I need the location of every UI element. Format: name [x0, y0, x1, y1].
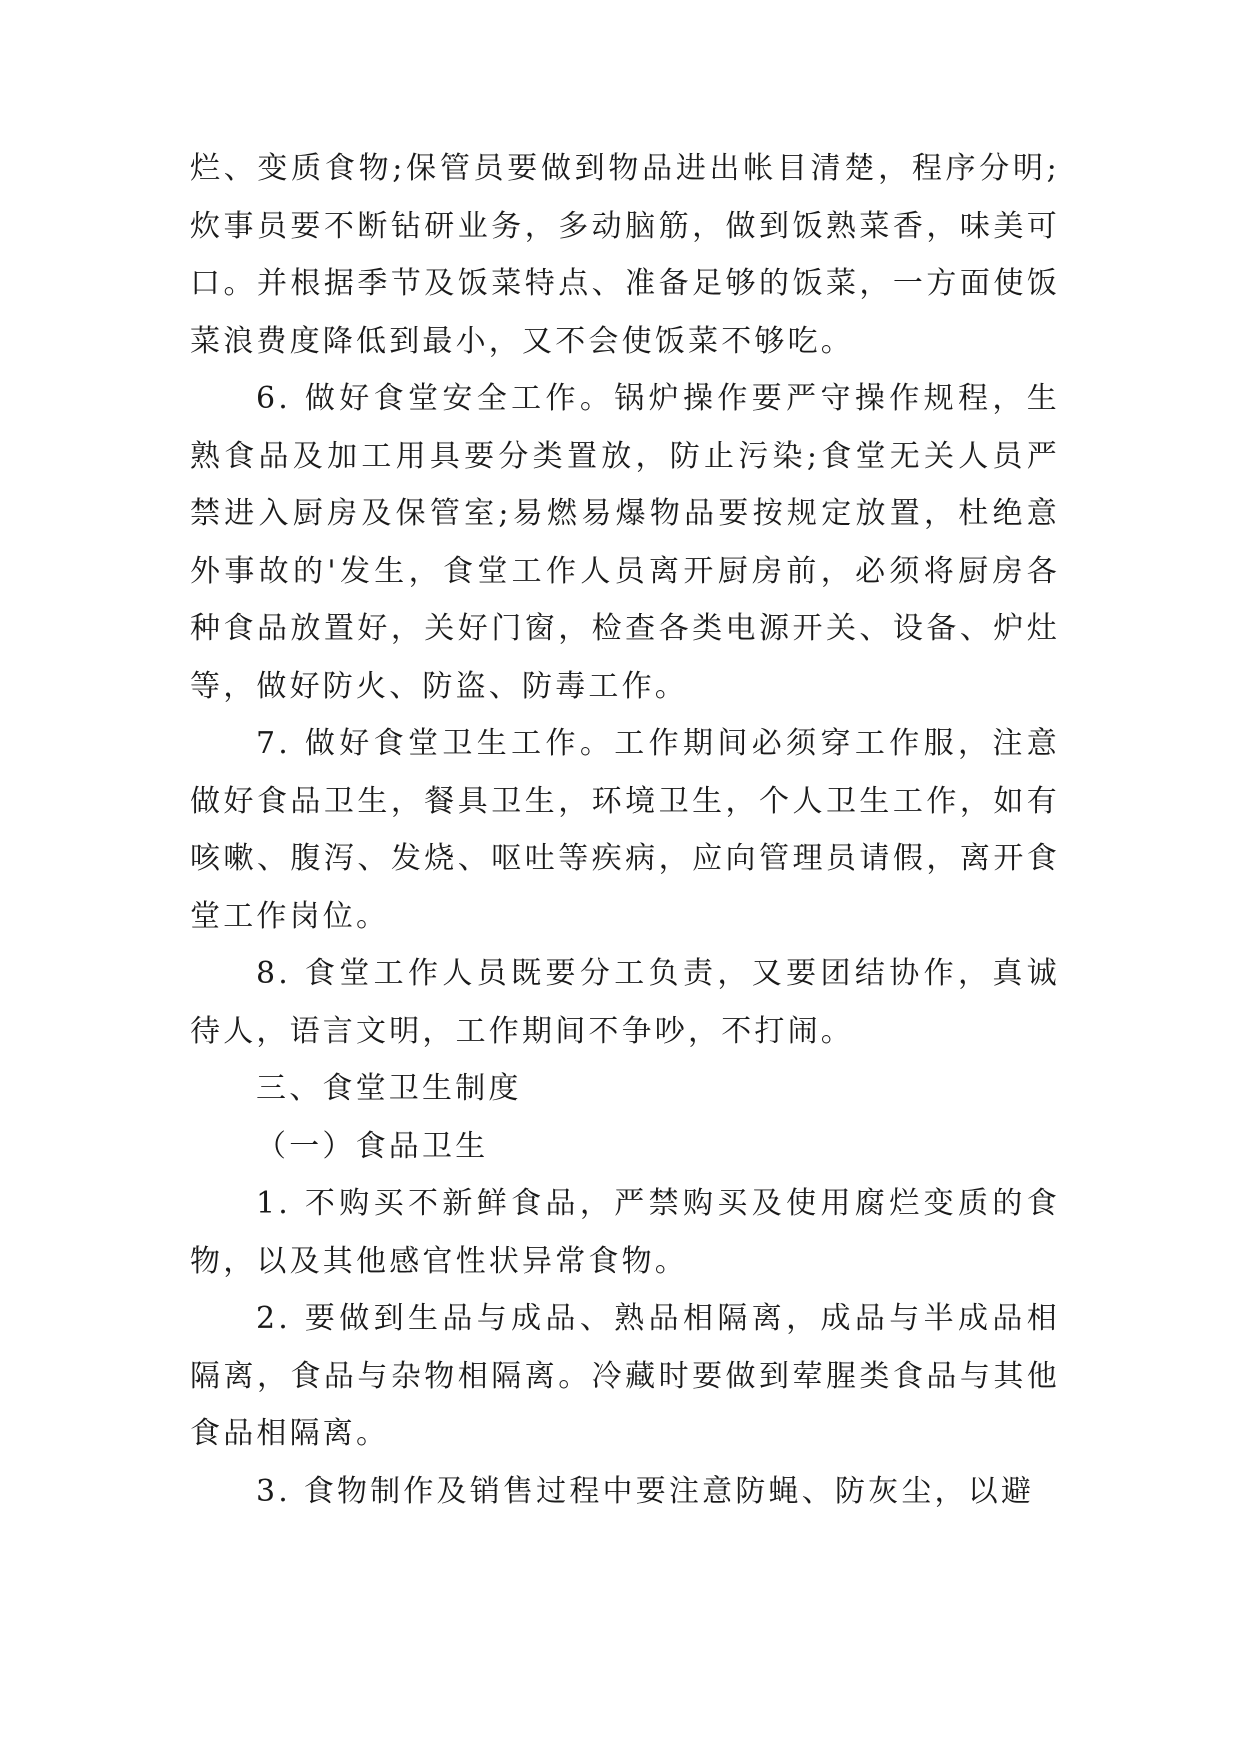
paragraph-item-8: 8. 食堂工作人员既要分工负责，又要团结协作，真诚待人，语言文明，工作期间不争吵，不打闹。: [190, 956, 1060, 1049]
hygiene-item-3: 3. 食物制作及销售过程中要注意防蝇、防灰尘，以避: [256, 1473, 1035, 1509]
document-page: [190, 140, 1060, 1520]
paragraph-item-6: 6. 做好食堂安全工作。锅炉操作要严守操作规程，生熟食品及加工用具要分类置放，防止污染;食堂无关人员严禁进入厨房及保管室;易燃易爆物品要按规定放置，杜绝意外事故的'发生，食堂工作人员离开厨房前，必须将厨房各种食品放置好，关好门窗，检查各类电源开关、设备、炉灶等，做好防火、防盗、防毒工作。: [190, 381, 1060, 704]
hygiene-item-2: 2. 要做到生品与成品、熟品相隔离，成品与半成品相隔离，食品与杂物相隔离。冷藏时要做到荤腥类食品与其他食品相隔离。: [190, 1301, 1060, 1451]
paragraph-item-7: 7. 做好食堂卫生工作。工作期间必须穿工作服，注意做好食品卫生，餐具卫生，环境卫生，个人卫生工作，如有咳嗽、腹泻、发烧、呕吐等疾病，应向管理员请假，离开食堂工作岗位。: [190, 726, 1060, 934]
paragraph-continued: 烂、变质食物;保管员要做到物品进出帐目清楚，程序分明;炊事员要不断钻研业务，多动脑筋，做到饭熟菜香，味美可口。并根据季节及饭菜特点、准备足够的饭菜，一方面使饭菜浪费度降低到最小，又不会使饭菜不够吃。: [190, 151, 1060, 359]
hygiene-item-1: 1. 不购买不新鲜食品，严禁购买及使用腐烂变质的食物，以及其他感官性状异常食物。: [190, 1186, 1060, 1279]
subsection-heading: （一）食品卫生: [256, 1128, 489, 1164]
section-heading: 三、食堂卫生制度: [256, 1071, 522, 1106]
